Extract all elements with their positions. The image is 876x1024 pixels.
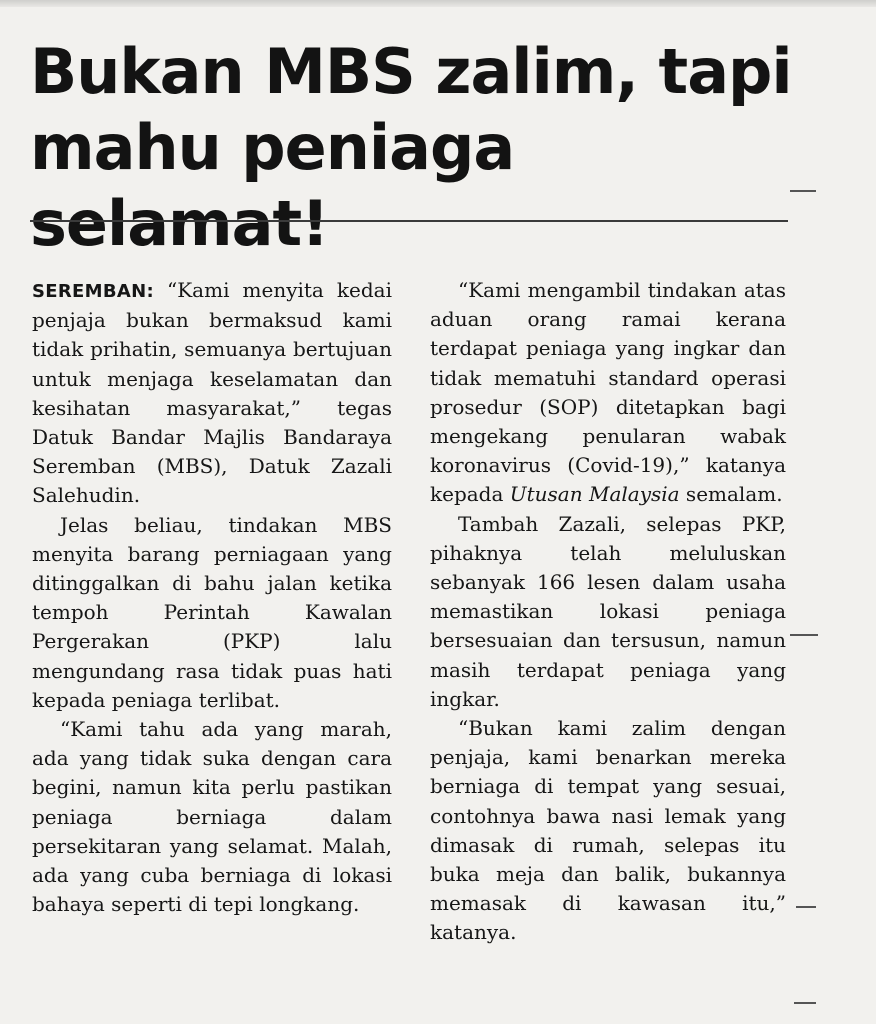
paper-edge-mark: [794, 1002, 816, 1004]
article-paragraph: “Kami tahu ada yang marah, ada yang tidak suka dengan cara begini, namun kita perlu pastikan peniaga berniaga dalam persekitaran yang selamat. Malah, ada yang cuba berniaga di lokasi bahaya seperti di tepi longkang.: [32, 717, 392, 917]
paper-edge-mark: [796, 906, 816, 908]
paragraph-text: “Kami mengambil tindakan atas aduan orang ramai kerana terdapat peniaga yang ingkar dan tidak mematuhi standard operasi prosedur (SOP) ditetapkan bagi mengekang penularan wabak koronavirus (Covid-19),” katanya kepada: [430, 278, 786, 507]
paper-edge-mark: [790, 634, 818, 636]
paper-edge-mark: [790, 190, 816, 192]
article-paragraph: “Bukan kami zalim dengan penjaja, kami benarkan mereka berniaga di tempat yang sesuai, contohnya bawa nasi lemak yang dimasak di rumah, selepas itu buka meja dan balik, bukannya memasak di kawasan itu,” katanya.: [430, 716, 786, 945]
article-paragraph: [430, 276, 786, 510]
paragraph-text: semalam.: [679, 482, 783, 507]
headline-divider: [30, 220, 788, 222]
dateline: SEREMBAN:: [32, 281, 154, 302]
article-paragraph: Tambah Zazali, selepas PKP, pihaknya telah meluluskan sebanyak 166 lesen dalam usaha memastikan lokasi peniaga bersesuaian dan tersusun, namun masih terdapat peniaga yang ingkar.: [430, 511, 786, 711]
article-column-left: [32, 276, 392, 919]
publication-name: Utusan Malaysia: [509, 482, 680, 507]
article-paragraph: [32, 276, 392, 511]
article-headline: Bukan MBS zalim, tapi mahu peniaga selamat!: [30, 35, 792, 260]
page-top-edge: [0, 0, 876, 7]
article-paragraph: Jelas beliau, tindakan MBS menyita barang perniagaan yang ditinggalkan di bahu jalan ketika tempoh Perintah Kawalan Pergerakan (PKP) lalu mengundang rasa tidak puas hati kepada peniaga terlibat.: [32, 512, 392, 712]
article-column-right: [430, 276, 786, 948]
paragraph-text: “Kami menyita kedai penjaja bukan bermaksud kami tidak prihatin, semuanya bertujuan untuk menjaga keselamatan dan kesihatan masyarakat,” tegas Datuk Bandar Majlis Bandaraya Seremban (MBS), Datuk Zazali Salehudin.: [32, 278, 392, 508]
